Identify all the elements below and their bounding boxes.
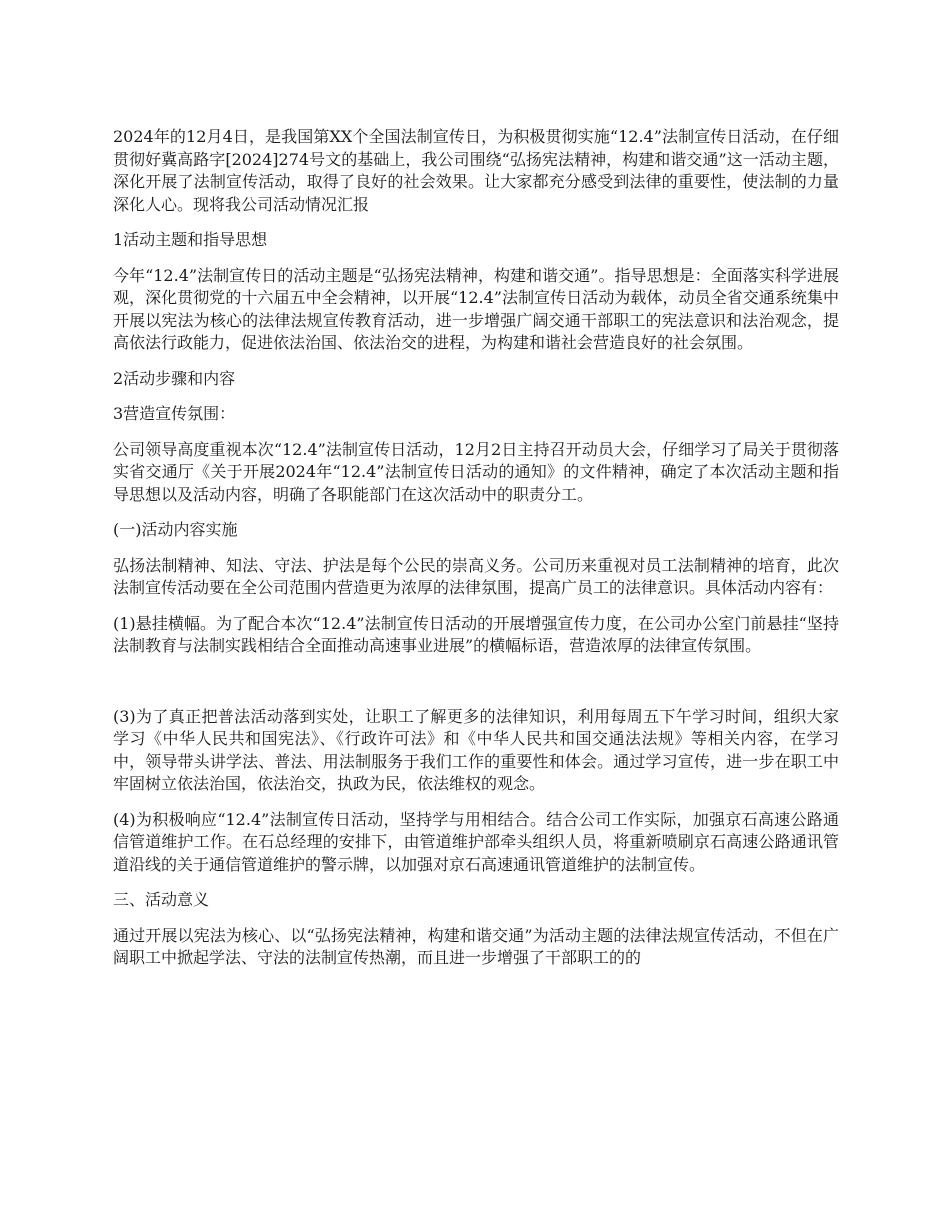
section-heading-implementation: (一)活动内容实施 [113, 520, 238, 539]
document-body [113, 126, 839, 983]
atmosphere-paragraph: 公司领导高度重视本次“12.4”法制宣传日活动，12月2日主持召开动员大会，仔细学习了局关于贯彻落实省交通厅《关于开展2024年“12.4”法制宣传日活动的通知》的文件精神，确定了本次活动主题和指导思想以及活动内容，明确了各职能部门在这次活动中的职责分工。 [113, 439, 839, 504]
blank-gap [113, 671, 839, 706]
section-heading-steps: 2活动步骤和内容 [113, 368, 236, 388]
significance-paragraph: 通过开展以宪法为核心、以“弘扬宪法精神，构建和谐交通”为活动主题的法律法规宣传活动，不但在广阔职工中掀起学法、守法的法制宣传热潮，而且进一步增强了干部职工的的 [113, 925, 839, 967]
section-heading-atmosphere: 3营造宣传氛围： [113, 404, 236, 423]
item-1-paragraph: (1)悬挂横幅。为了配合本次“12.4”法制宣传日活动的开展增强宣传力度，在公司办公室门前悬挂“坚持法制教育与法制实践相结合全面推动高速事业进展”的横幅标语，营造浓厚的法律宣传氛围。 [113, 613, 839, 655]
intro-paragraph: 2024年的12月4日，是我国第XX个全国法制宣传日，为积极贯彻实施“12.4”法制宣传日活动，在仔细贯彻好冀高路字[2024]274号文的基础上，我公司围绕“弘扬宪法精神，构建和谐交通”这一活动主题，深化开展了法制宣传活动，取得了良好的社会效果。让大家都充分感受到法律的重要性，使法制的力量深化人心。现将我公司活动情况汇报 [113, 127, 839, 214]
section-heading-significance: 三、活动意义 [113, 890, 210, 909]
theme-paragraph: 今年“12.4”法制宣传日的活动主题是“弘扬宪法精神，构建和谐交通”。指导思想是：全面落实科学进展观，深化贯彻党的十六届五中全会精神，以开展“12.4”法制宣传日活动为载体，动员全省交通系统集中开展以宪法为核心的法律法规宣传教育活动，进一步增强广阔交通干部职工的宪法意识和法治观念，提高依法行政能力，促进依法治国、依法治交的进程，为构建和谐社会营造良好的社会氛围。 [113, 265, 839, 352]
item-3-paragraph: (3)为了真正把普法活动落到实处，让职工了解更多的法律知识，利用每周五下午学习时间，组织大家学习《中华人民共和国宪法》、《行政许可法》和《中华人民共和国交通法法规》等相关内容，在学习中，领导带头讲学法、普法、用法制服务于我们工作的重要性和体会。通过学习宣传，进一步在职工中牢固树立依法治国，依法治交，执政为民，依法维权的观念。 [113, 706, 839, 793]
section-heading-theme: 1活动主题和指导思想 [113, 230, 268, 249]
item-4-paragraph: (4)为积极响应“12.4”法制宣传日活动，坚持学与用相结合。结合公司工作实际，加强京石高速公路通信管道维护工作。在石总经理的安排下，由管道维护部牵头组织人员，将重新喷刷京石高速公路通讯管道沿线的关于通信管道维护的警示牌，以加强对京石高速通讯管道维护的法制宣传。 [113, 809, 839, 874]
implementation-paragraph: 弘扬法制精神、知法、守法、护法是每个公民的崇高义务。公司历来重视对员工法制精神的培育，此次法制宣传活动要在全公司范围内营造更为浓厚的法律氛围，提高广员工的法律意识。具体活动内容有： [113, 555, 839, 597]
